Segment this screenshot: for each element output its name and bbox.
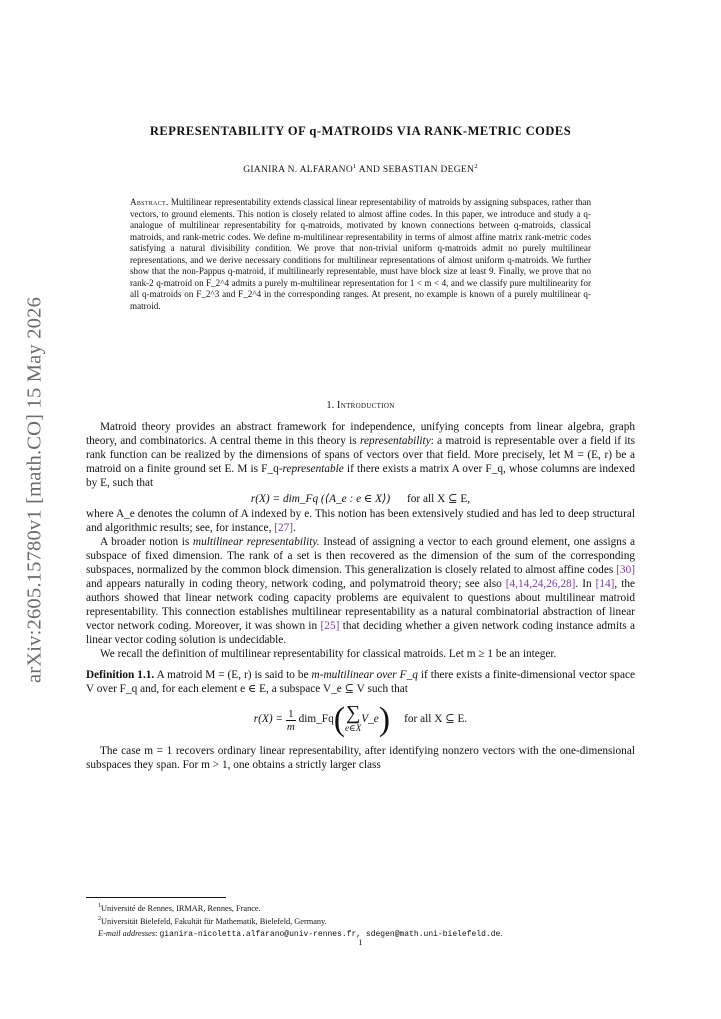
section-number: 1.: [326, 400, 335, 411]
email-line: E-mail addresses: gianira-nicoletta.alfarano@univ-rennes.fr, sdegen@math.uni-bielefeld.de.: [98, 928, 503, 939]
text-run: and appears naturally in coding theory, network coding, and polymatroid theory; see also: [86, 577, 506, 590]
text-run: : a matroid is representable over a field if its rank function can be realized by the dimensions of spans of vectors over that field. More precisely, let M = (E, r) be a matroid on a finite ground set E. M is F_q-: [86, 434, 635, 475]
emphasis: representability: [360, 434, 431, 447]
eq-ve: V_e: [361, 713, 379, 726]
eq-dim: dim_Fq: [298, 713, 334, 726]
emphasis: multilinear representability.: [192, 536, 320, 549]
citation-link[interactable]: [30]: [616, 564, 635, 577]
text-run: . In: [575, 577, 596, 590]
author-2-affil: 2: [474, 163, 478, 170]
text-run: that deciding whether a given network coding instance admits a linear vector coding solution is undecidable.: [86, 619, 635, 646]
paragraph-1: [86, 421, 635, 491]
citation-link[interactable]: [4,14,24,26,28]: [505, 577, 576, 590]
emphasis: m-multilinear over F_q: [311, 669, 418, 682]
email-label: E-mail addresses: [98, 928, 156, 938]
arxiv-stamp: [22, 280, 48, 700]
footnote-text: Universität Bielefeld, Fakultät für Mathematik, Bielefeld, Germany.: [101, 917, 327, 927]
equation-expr: r(X) = dim_Fq (⟨A_e : e ∈ X⟩): [250, 492, 391, 505]
footnotes: [86, 901, 635, 940]
text-run: A matroid M = (E, r) is said to be: [154, 669, 312, 682]
fraction: [286, 708, 296, 733]
footnote-mark: 2: [98, 916, 101, 923]
paren-close: ): [378, 701, 391, 739]
text-run: , the authors showed that linear network coding capacity problems are equivalent to questions about multilinear matroid representability. This connection establishes multilinear representability as a natural combinatorial abstraction of linear vector network coding. Moreover, it was shown in: [86, 577, 635, 632]
footnote-mark: 1: [98, 903, 101, 909]
text-run: Matroid theory provides an abstract framework for independence, unifying concepts from linear algebra, graph theory, and combinatorics. A central theme in this theory is: [86, 421, 635, 447]
abstract-text: Multilinear representability extends classical linear representability of matroids by assigning subspaces, rather than vectors, to ground elements. This notion is closely related to almost affine codes. In this paper, we introduce and study a q-analogue of multilinear representability for q-matroids, motivated by known connections between q-matroids, classical matroids, and rank-metric codes. We define m-multilinear representability in terms of almost affine matrix rank-metric codes satisfying a natural divisibility condition. We prove that non-trivial uniform q-matroids admit no purely multilinear representations, and we derive necessary conditions for multilinear representations of almost uniform q-matroids. We further show that the non-Pappus q-matroid, if multilinearly representable, must have block size at least 9. Finally, we prove that no rank-2 q-matroid on F_2^4 admits a purely m-multilinear representation for 1 < m < 4, and we classify pure multilinearity for all q-matroids on F_2^3 and F_2^4 in the corresponding ranges. At present, no example is known of a purely multilinear q-matroid.: [130, 197, 591, 311]
definition-1-1: [86, 669, 635, 697]
text-run: A broader notion is: [100, 536, 193, 549]
text-run: if there exists a finite-dimensional vector space V over F_q and, for each element e ∈ E, a subspace V_e ⊆ V such that: [86, 669, 635, 696]
text-run: where A_e denotes the column of A indexed by e. This notion has been extensively studied and has led to deep structural and algorithmic results; see, for instance,: [86, 508, 635, 535]
eq-lhs: r(X) =: [253, 713, 284, 726]
footnote-2: [86, 914, 635, 927]
paragraph-3: [86, 536, 635, 647]
footnote-text: Université de Rennes, IRMAR, Rennes, France.: [101, 903, 261, 913]
email-addresses[interactable]: gianira-nicoletta.alfarano@univ-rennes.fr, sdegen@math.uni-bielefeld.de: [159, 929, 501, 939]
text-run: if there exists a matrix A over F_q, whose columns are indexed by E, such that: [86, 462, 635, 489]
author-2: SEBASTIAN DEGEN: [382, 165, 475, 176]
text-run: Instead of assigning a vector to each ground element, one assigns a subspace of fixed dimension. The rank of a set is then recovered as the dimension of the sum of the corresponding subspaces, normalized by the common block dimension. This generalization is closely related to almost affine codes: [86, 536, 635, 577]
fraction-numerator: 1: [288, 707, 294, 720]
author-line: [86, 163, 635, 175]
citation-link[interactable]: [25]: [320, 619, 340, 632]
sum-index: e∈X: [345, 723, 362, 734]
definition-label: Definition 1.1.: [86, 669, 155, 682]
paragraph-5: The case m = 1 recovers ordinary linear representability, after identifying nonzero vectors with the one-dimensional subspaces they span. For m > 1, one obtains a strictly larger class: [86, 745, 635, 772]
body-text: [86, 421, 635, 773]
section-title: Introduction: [336, 400, 395, 411]
section-heading: [86, 400, 635, 411]
author-1-affil: 1: [353, 163, 357, 170]
paper-title: REPRESENTABILITY OF q-MATROIDS VIA RANK-METRIC CODES: [149, 124, 572, 138]
page-number: 1: [358, 937, 363, 947]
arxiv-stamp-text: arXiv:2605.15780v1 [math.CO] 15 May 2026: [23, 296, 46, 684]
author-1: GIANIRA N. ALFARANO: [243, 165, 353, 176]
equation-rank: [86, 493, 635, 507]
summation: [345, 704, 361, 736]
abstract-label: Abstract.: [130, 197, 169, 207]
equation-multilinear: [86, 703, 635, 737]
equation-condition: for all X ⊆ E,: [407, 492, 471, 505]
citation-link[interactable]: [27]: [274, 522, 294, 535]
emphasis: representable: [282, 462, 344, 475]
paragraph-2: where A_e denotes the column of A indexed by e. This notion has been extensively studied and has led to deep structural and algorithmic results; see, for instance, [27].: [86, 508, 635, 535]
footnote-1: [86, 901, 635, 914]
equation-condition: for all X ⊆ E.: [404, 713, 468, 726]
abstract: [130, 197, 591, 312]
citation-link[interactable]: [14]: [595, 577, 615, 590]
author-conjunction: AND: [356, 165, 383, 176]
sigma-symbol: ∑: [345, 702, 361, 725]
fraction-denominator: m: [286, 720, 295, 733]
paren-open: (: [333, 701, 346, 739]
paragraph-4: We recall the definition of multilinear representability for classical matroids. Let m ≥ 1 be an integer.: [100, 647, 557, 660]
footnote-rule: [86, 897, 226, 898]
